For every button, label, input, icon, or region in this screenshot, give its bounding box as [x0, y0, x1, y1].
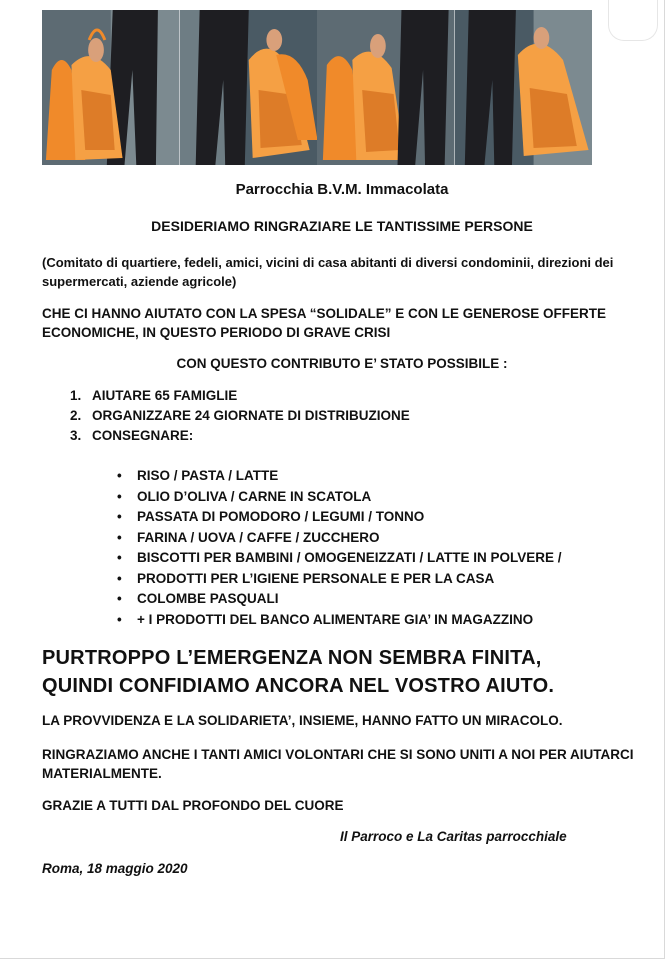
shopping-bags-illustration — [317, 10, 455, 165]
list-number: 3. — [70, 428, 82, 443]
contributors-note: (Comitato di quartiere, fedeli, amici, vicini di casa abitanti di diversi condominii, direzioni dei supermercati, aziende agricole) — [42, 255, 614, 289]
list-item — [117, 548, 637, 569]
helped-text: CHE CI HANNO AIUTATO CON LA SPESA “SOLIDALE” E CON LE GENEROSE OFFERTE ECONOMICHE, IN QUESTO PERIODO DI GRAVE CRISI — [42, 306, 607, 340]
corner-tab — [608, 0, 658, 41]
shopping-bags-illustration — [42, 10, 180, 165]
shopping-bags-illustration — [455, 10, 593, 165]
list-item — [70, 426, 652, 446]
parish-title: Parrocchia B.V.M. Immacolata — [235, 181, 449, 198]
date-line: Roma, 18 maggio 2020 — [42, 861, 188, 876]
list-item-text: PASSATA DI POMODORO / LEGUMI / TONNO — [137, 509, 425, 524]
list-item — [117, 589, 637, 610]
bullet-icon: • — [117, 570, 122, 586]
list-item-text: FARINA / UOVA / CAFFE / ZUCCHERO — [137, 529, 380, 545]
list-item-text: AIUTARE 65 FAMIGLIE — [92, 388, 238, 403]
shopping-bags-illustration — [180, 10, 318, 165]
shopping-bags-panel — [42, 10, 180, 165]
shopping-bags-panel — [180, 10, 318, 165]
bullet-icon: • — [117, 529, 122, 545]
list-item — [117, 507, 637, 528]
bullet-icon: • — [117, 550, 122, 565]
shopping-bags-panel — [317, 10, 455, 165]
emergency-line: QUINDI CONFIDIAMO ANCORA NEL VOSTRO AIUTO. — [42, 675, 555, 697]
results-list — [42, 386, 652, 446]
list-item-text: PRODOTTI PER L’IGIENE PERSONALE E PER LA CASA — [137, 570, 495, 586]
list-item-text: COLOMBE PASQUALI — [137, 591, 279, 606]
list-item — [70, 386, 652, 406]
list-item-text: RISO / PASTA / LATTE — [137, 468, 279, 483]
delivered-goods-list — [42, 466, 637, 630]
list-item-text: BISCOTTI PER BAMBINI / OMOGENEIZZATI / LATTE IN POLVERE / — [137, 550, 562, 565]
list-item — [117, 569, 637, 590]
bullet-icon: • — [117, 488, 122, 504]
shopping-bags-panel — [455, 10, 593, 165]
thanks-heading: DESIDERIAMO RINGRAZIARE LE TANTISSIME PERSONE — [151, 218, 533, 234]
list-item — [117, 528, 637, 549]
list-item-text: ORGANIZZARE 24 GIORNATE DI DISTRIBUZIONE — [92, 408, 410, 423]
list-item-text: CONSEGNARE: — [92, 428, 194, 443]
list-item — [117, 610, 637, 631]
possible-heading: CON QUESTO CONTRIBUTO E’ STATO POSSIBILE : — [176, 356, 508, 371]
volunteers-text: RINGRAZIAMO ANCHE I TANTI AMICI VOLONTARI CHE SI SONO UNITI A NOI PER AIUTARCI MATERIALMENTE. — [42, 747, 634, 781]
list-number: 2. — [70, 408, 82, 423]
bullet-icon: • — [117, 591, 122, 606]
shopping-bags-banner-image — [42, 10, 592, 165]
providence-text: LA PROVVIDENZA E LA SOLIDARIETA’, INSIEME, HANNO FATTO UN MIRACOLO. — [42, 713, 563, 728]
emergency-line: PURTROPPO L’EMERGENZA NON SEMBRA FINITA, — [42, 647, 542, 669]
bullet-icon: • — [117, 468, 122, 483]
list-item — [70, 406, 652, 426]
bullet-icon: • — [117, 509, 122, 524]
list-item — [117, 487, 637, 508]
list-number: 1. — [70, 388, 82, 403]
thanks-closing: GRAZIE A TUTTI DAL PROFONDO DEL CUORE — [42, 798, 344, 813]
list-item-text: OLIO D’OLIVA / CARNE IN SCATOLA — [137, 488, 372, 504]
list-item — [117, 466, 637, 487]
bullet-icon: • — [117, 611, 122, 627]
list-item-text: + I PRODOTTI DEL BANCO ALIMENTARE GIA’ IN MAGAZZINO — [137, 611, 534, 627]
emergency-heading — [42, 644, 642, 700]
signature: Il Parroco e La Caritas parrocchiale — [340, 829, 567, 844]
